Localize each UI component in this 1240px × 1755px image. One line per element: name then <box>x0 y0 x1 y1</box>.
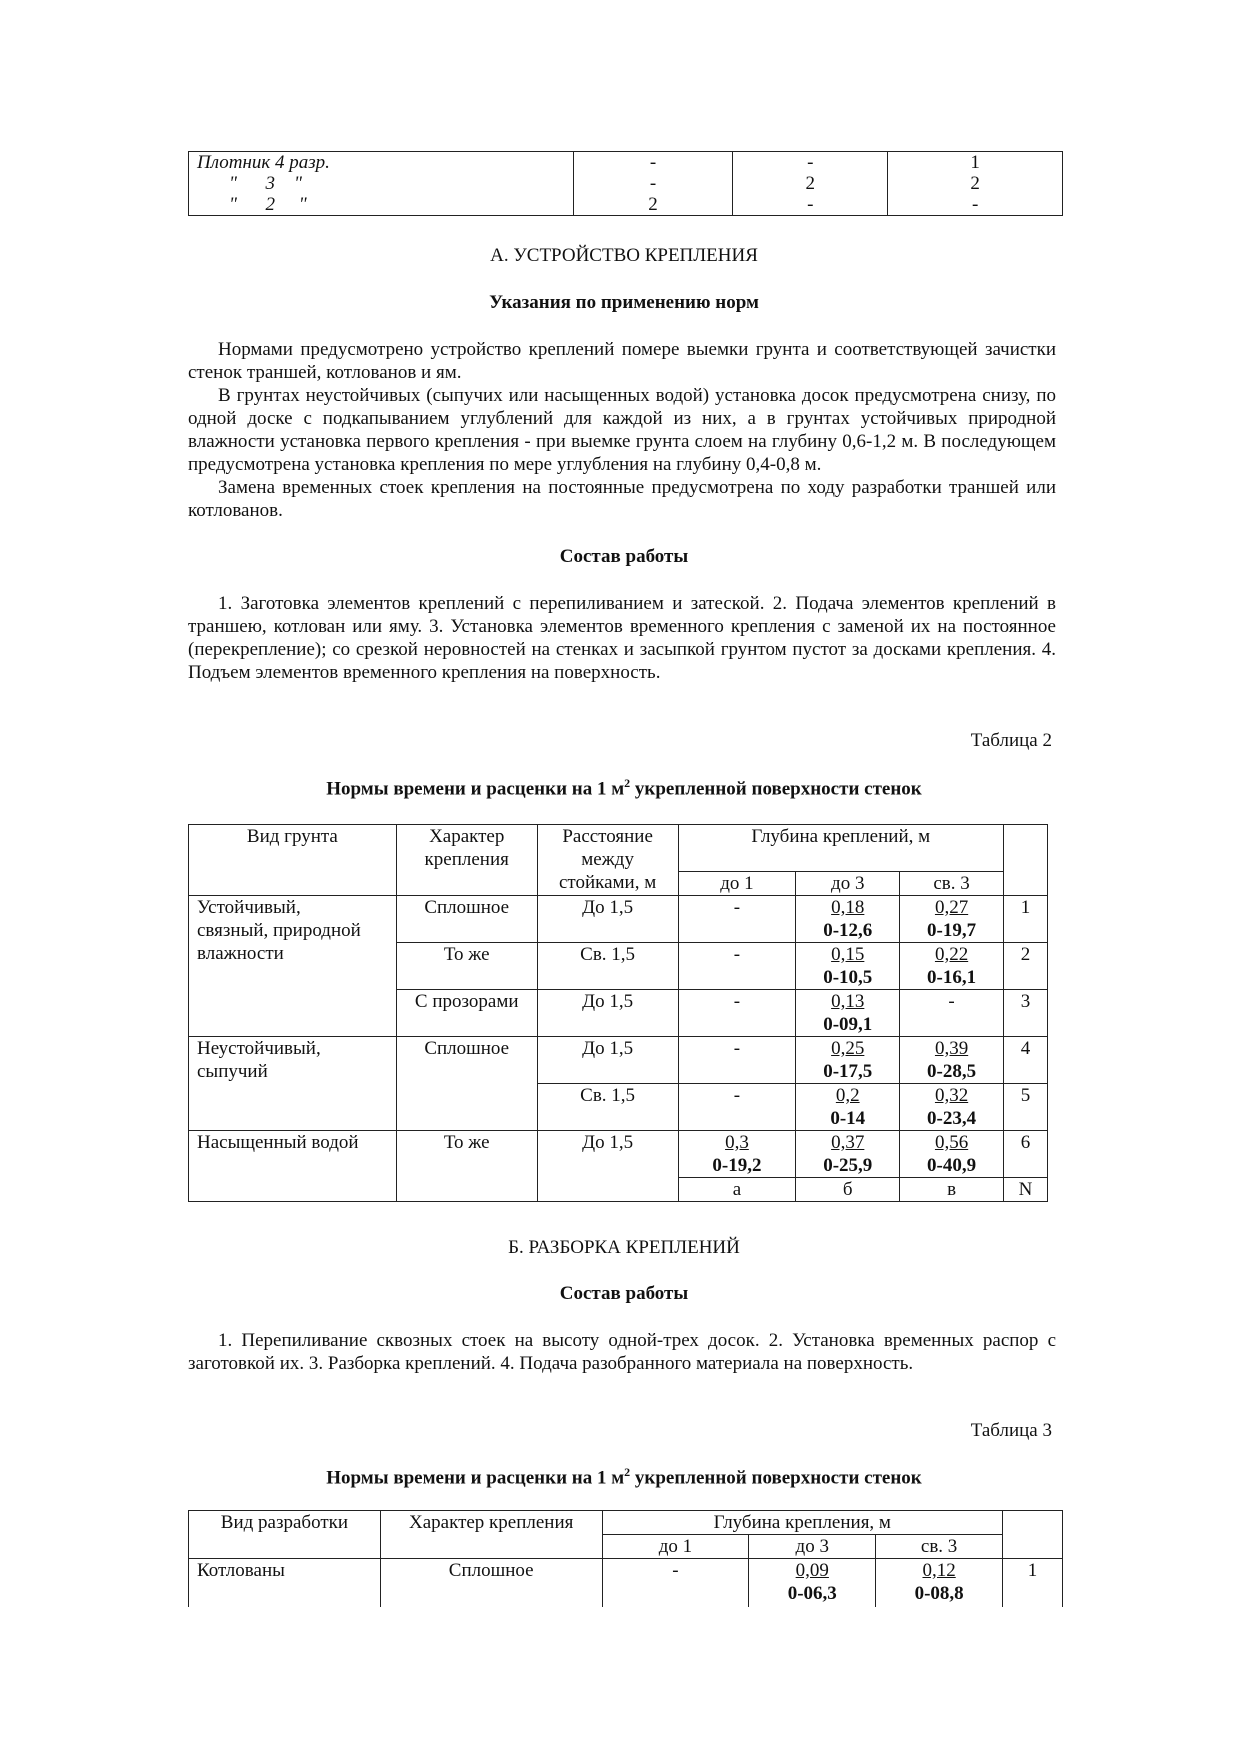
crew-cell: 2 <box>573 194 733 216</box>
value-cell <box>678 896 796 943</box>
table-row <box>189 1037 1048 1084</box>
crew-cell: - <box>733 152 888 174</box>
norm-value: 0,22 <box>934 944 969 965</box>
crew-label: " 2 " <box>189 194 574 216</box>
rate-value: 0-16,1 <box>927 967 977 988</box>
rate-value: 0-19,7 <box>927 920 977 941</box>
crew-cell: - <box>573 152 733 174</box>
table-header-row <box>189 1511 1063 1535</box>
value-cell <box>900 1084 1004 1131</box>
rate-value: 0-10,5 <box>823 967 873 988</box>
caption-text: Нормы времени и расценки на 1 м <box>326 1467 625 1489</box>
kind-cell: То же <box>396 943 537 990</box>
distance-cell: До 1,5 <box>537 990 678 1037</box>
norm-value: - <box>733 897 741 918</box>
distance-cell: Св. 1,5 <box>537 943 678 990</box>
value-cell <box>796 990 900 1037</box>
work-composition-title: Состав работы <box>559 1283 689 1304</box>
value-cell <box>876 1559 1003 1608</box>
col-header-n <box>1003 825 1047 896</box>
rate-value: 0-17,5 <box>823 1061 873 1082</box>
table-row <box>189 1131 1048 1178</box>
caption-superscript: 2 <box>624 1465 631 1479</box>
kind-cell: Сплошное <box>380 1559 602 1608</box>
value-cell <box>678 1131 796 1178</box>
caption-text: укрепленной поверхности стенок <box>630 778 922 800</box>
value-cell <box>678 990 796 1037</box>
table-caption <box>188 1465 1060 1489</box>
section-a-title: А. УСТРОЙСТВО КРЕПЛЕНИЯ <box>490 245 758 266</box>
value-cell <box>796 1131 900 1178</box>
rate-value: 0-12,6 <box>823 920 873 941</box>
distance-cell: До 1,5 <box>537 896 678 943</box>
row-number: 1 <box>1003 1559 1063 1608</box>
value-cell <box>796 1084 900 1131</box>
norm-value: 0,2 <box>835 1085 860 1106</box>
instructions-title: Указания по применению норм <box>489 292 759 313</box>
group-line: сыпучий <box>197 1061 268 1082</box>
norm-value: 0,12 <box>922 1560 956 1581</box>
crew-cell: 2 <box>733 173 888 194</box>
norm-value: 0,32 <box>934 1085 969 1106</box>
distance-cell: До 1,5 <box>537 1037 678 1084</box>
norm-value: - <box>948 991 955 1012</box>
col-header-d3: до 3 <box>796 872 900 896</box>
norm-value: - <box>733 944 741 965</box>
section-b-title: Б. РАЗБОРКА КРЕПЛЕНИЙ <box>508 1237 740 1258</box>
soil-group-saturated: Насыщенный водой <box>189 1131 397 1202</box>
footer-col-c: в <box>900 1178 1004 1202</box>
soil-group-unstable <box>189 1037 397 1131</box>
value-cell <box>796 1037 900 1084</box>
rate-value: 0-23,4 <box>927 1108 977 1129</box>
footer-col-a: а <box>678 1178 796 1202</box>
row-number: 5 <box>1003 1084 1047 1131</box>
row-number: 6 <box>1003 1131 1047 1178</box>
header-line: стойками, м <box>558 872 657 893</box>
rate-value: 0-25,9 <box>823 1155 873 1176</box>
paragraph: Нормами предусмотрено устройство креплений помере выемки грунта и соответствующей зачистки стенок траншей, котлованов и ям. <box>188 339 1056 383</box>
kind-cell: Сплошное <box>396 1037 537 1131</box>
norm-value: 0,27 <box>934 897 969 918</box>
value-cell <box>796 943 900 990</box>
col-header-depth: Глубина креплений, м <box>678 825 1003 872</box>
col-header-d3p: св. 3 <box>876 1535 1003 1559</box>
norm-value: 0,13 <box>831 991 865 1012</box>
crew-cell: - <box>888 194 1063 216</box>
paragraph: Замена временных стоек крепления на постоянные предусмотрена по ходу разработки траншей или котлованов. <box>188 477 1056 521</box>
row-number: 4 <box>1003 1037 1047 1084</box>
crew-label: " 3 " <box>189 173 574 194</box>
type-cell: Котлованы <box>189 1559 381 1608</box>
value-cell <box>678 1084 796 1131</box>
crew-cell: - <box>733 194 888 216</box>
rate-value: 0-08,8 <box>914 1583 964 1604</box>
value-cell <box>678 1037 796 1084</box>
distance-cell: До 1,5 <box>537 1131 678 1202</box>
rate-value: 0-28,5 <box>927 1061 977 1082</box>
header-line: крепления <box>424 849 509 870</box>
footer-col-n: N <box>1003 1178 1047 1202</box>
col-header-d3: до 3 <box>749 1535 876 1559</box>
norm-value: 0,39 <box>934 1038 969 1059</box>
crew-label: Плотник 4 разр. <box>189 152 574 174</box>
norm-value: 0,09 <box>795 1560 829 1581</box>
table-row <box>189 152 1063 174</box>
norm-value: 0,3 <box>725 1132 749 1153</box>
rate-value: 0-14 <box>830 1108 866 1129</box>
header-line: Расстояние <box>562 826 653 847</box>
kind-cell: То же <box>396 1131 537 1202</box>
rate-value: 0-19,2 <box>712 1155 762 1176</box>
col-header-distance <box>537 825 678 896</box>
table-caption <box>188 776 1060 800</box>
rate-value: 0-09,1 <box>823 1014 873 1035</box>
group-line: влажности <box>197 943 284 964</box>
header-line: Характер <box>429 826 505 847</box>
norms-table-3 <box>188 1510 1063 1607</box>
caption-superscript: 2 <box>624 776 631 790</box>
norm-value: 0,18 <box>831 897 865 918</box>
rate-value: 0-06,3 <box>787 1583 837 1604</box>
value-cell <box>900 896 1004 943</box>
crew-table <box>188 151 1063 216</box>
col-header-type: Вид разработки <box>189 1511 381 1559</box>
value-cell <box>796 896 900 943</box>
kind-cell: Сплошное <box>396 896 537 943</box>
table-header-row <box>189 825 1048 872</box>
footer-col-b: б <box>796 1178 900 1202</box>
value-cell <box>900 1131 1004 1178</box>
table-number: Таблица 3 <box>970 1420 1052 1441</box>
norm-value: - <box>733 991 741 1012</box>
group-line: Неустойчивый, <box>197 1038 321 1059</box>
norm-value: 0,56 <box>934 1132 969 1153</box>
work-composition-title: Состав работы <box>559 546 689 567</box>
caption-text: укрепленной поверхности стенок <box>630 1467 922 1489</box>
value-cell: - <box>602 1559 749 1608</box>
col-header-d3p: св. 3 <box>900 872 1004 896</box>
work-composition-text: 1. Перепиливание сквозных стоек на высоту одной-трех досок. 2. Установка временных распор с заготовкой их. 3. Разборка креплений. 4. Подача разобранного материала на поверхность. <box>188 1330 1056 1374</box>
row-number: 1 <box>1003 896 1047 943</box>
col-header-d1: до 1 <box>678 872 796 896</box>
col-header-depth: Глубина крепления, м <box>602 1511 1002 1535</box>
table-row <box>189 194 1063 216</box>
value-cell <box>678 943 796 990</box>
crew-cell: 1 <box>888 152 1063 174</box>
col-header-kind <box>396 825 537 896</box>
row-number: 3 <box>1003 990 1047 1037</box>
table-row <box>189 173 1063 194</box>
norm-value: - <box>733 1085 741 1106</box>
distance-cell: Св. 1,5 <box>537 1084 678 1131</box>
value-cell <box>900 943 1004 990</box>
header-line: между <box>581 849 634 870</box>
col-header-kind: Характер крепления <box>380 1511 602 1559</box>
table-row <box>189 896 1048 943</box>
soil-group-stable <box>189 896 397 1037</box>
norm-value: 0,25 <box>831 1038 865 1059</box>
row-number: 2 <box>1003 943 1047 990</box>
work-composition-text: 1. Заготовка элементов креплений с перепиливанием и затеской. 2. Подача элементов креплений в траншею, котлован или яму. 3. Установка элементов временного крепления с заменой их на постоянное (перекрепление); со срезкой неровностей на стенках и засыпкой грунтом пустот за досками крепления. 4. Подъем элементов временного крепления на поверхность. <box>188 593 1056 683</box>
norm-value: 0,37 <box>831 1132 865 1153</box>
value-cell <box>749 1559 876 1608</box>
crew-cell: - <box>573 173 733 194</box>
rate-value: 0-40,9 <box>927 1155 977 1176</box>
kind-cell: С прозорами <box>396 990 537 1037</box>
norm-value: - <box>733 1038 741 1059</box>
table-row <box>189 1559 1063 1608</box>
value-cell <box>900 1037 1004 1084</box>
group-line: связный, природной <box>197 920 361 941</box>
col-header-soil: Вид грунта <box>189 825 397 896</box>
value-cell <box>900 990 1004 1037</box>
group-line: Устойчивый, <box>197 897 301 918</box>
norms-table-2 <box>188 824 1048 1202</box>
norm-value: 0,15 <box>831 944 865 965</box>
col-header-d1: до 1 <box>602 1535 749 1559</box>
col-header-n <box>1003 1511 1063 1559</box>
caption-text: Нормы времени и расценки на 1 м <box>326 778 625 800</box>
crew-cell: 2 <box>888 173 1063 194</box>
table-number: Таблица 2 <box>970 730 1052 751</box>
paragraph: В грунтах неустойчивых (сыпучих или насыщенных водой) установка досок предусмотрена снизу, по одной доске с подкапыванием углублений для каждой из них, а в грунтах устойчивых природной влажности установка первого крепления - при выемке грунта слоем на глубину 0,6-1,2 м. В последующем предусмотрена установка крепления по мере углубления на глубину 0,4-0,8 м. <box>188 385 1056 475</box>
